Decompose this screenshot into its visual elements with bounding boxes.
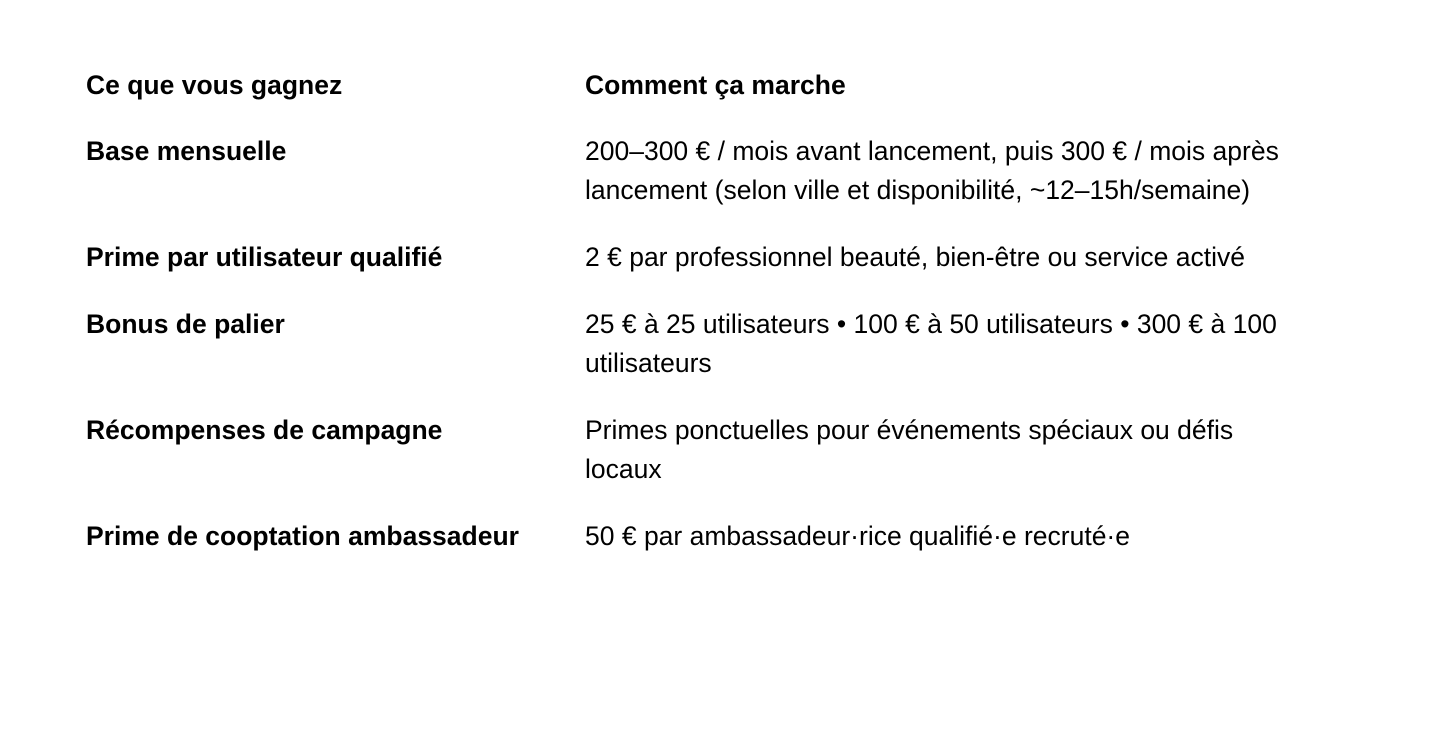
row-description: 25 € à 25 utilisateurs • 100 € à 50 utilisateurs • 300 € à 100 utilisateurs (585, 309, 1277, 378)
table-row (86, 517, 1326, 556)
row-label: Prime de cooptation ambassadeur (86, 521, 519, 551)
row-label: Prime par utilisateur qualifié (86, 242, 443, 272)
table-row (86, 411, 1326, 489)
row-description: Primes ponctuelles pour événements spéciaux ou défis locaux (585, 415, 1234, 484)
row-label: Base mensuelle (86, 136, 287, 166)
row-label: Bonus de palier (86, 309, 285, 339)
table-row (86, 132, 1326, 210)
row-description: 2 € par professionnel beauté, bien-être ou service activé (585, 242, 1245, 272)
table-row (86, 238, 1326, 277)
row-description: 200–300 € / mois avant lancement, puis 300 € / mois après lancement (selon ville et disponibilité, ~12–15h/semaine) (585, 136, 1279, 205)
header-how-it-works: Comment ça marche (585, 70, 846, 100)
table-header-row (86, 66, 1326, 105)
row-description: 50 € par ambassadeur·rice qualifié·e recruté·e (585, 521, 1130, 551)
row-label: Récompenses de campagne (86, 415, 443, 445)
table-row (86, 305, 1326, 383)
earnings-table (86, 66, 1326, 584)
header-what-you-earn: Ce que vous gagnez (86, 70, 343, 100)
